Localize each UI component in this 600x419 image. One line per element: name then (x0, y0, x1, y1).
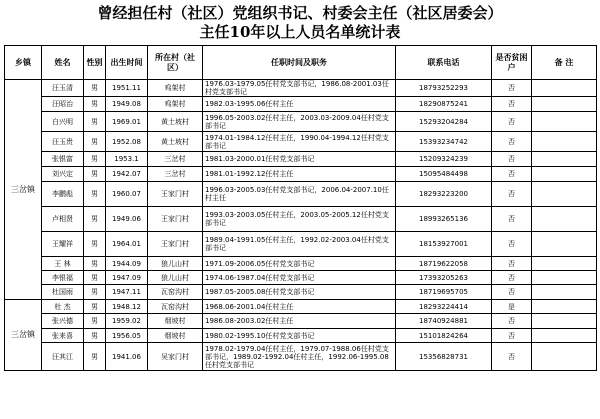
header-name: 姓名 (42, 46, 84, 80)
cell-duty: 1981.01-1992.12任村主任 (203, 167, 396, 182)
header-village: 所在村（社区） (148, 46, 203, 80)
cell-gender: 男 (84, 300, 106, 314)
header-birth: 出生时间 (106, 46, 148, 80)
cell-village: 黄土坡村 (148, 112, 203, 132)
cell-phone: 18290875241 (396, 97, 492, 112)
cell-note (532, 300, 597, 314)
cell-duty: 1986.08-2003.02任村主任 (203, 314, 396, 329)
cell-duty: 1982.03-1995.06任村主任 (203, 97, 396, 112)
cell-gender: 男 (84, 207, 106, 232)
cell-phone: 17393205263 (396, 271, 492, 285)
table-row (5, 300, 597, 314)
table-row (5, 112, 597, 132)
cell-birth-date: 1944.09 (106, 257, 148, 271)
header-poor: 是否贫困户 (492, 46, 532, 80)
cell-gender: 男 (84, 257, 106, 271)
cell-gender: 男 (84, 329, 106, 343)
table-row (5, 285, 597, 300)
cell-village: 鸡架村 (148, 97, 203, 112)
header-township: 乡镇 (5, 46, 42, 80)
cell-birth-date: 1947.09 (106, 271, 148, 285)
cell-poor-status: 否 (492, 314, 532, 329)
table-row (5, 207, 597, 232)
cell-duty: 1989.04-1991.05任村主任，1992.02-2003.04任村党支部书记 (203, 232, 396, 257)
cell-village: 吴家门村 (148, 343, 203, 371)
cell-village: 狼儿山村 (148, 271, 203, 285)
cell-phone: 15095484498 (396, 167, 492, 182)
personnel-table (4, 45, 597, 371)
cell-gender: 男 (84, 80, 106, 97)
cell-note (532, 152, 597, 167)
cell-village: 王家门村 (148, 182, 203, 207)
cell-gender: 男 (84, 132, 106, 152)
cell-note (532, 314, 597, 329)
cell-note (532, 271, 597, 285)
cell-phone: 18993265136 (396, 207, 492, 232)
header-phone: 联系电话 (396, 46, 492, 80)
cell-duty: 1993.03-2003.05任村主任，2003.05-2005.12任村党支部书记 (203, 207, 396, 232)
cell-person-name: 汪昭治 (42, 97, 84, 112)
table-row (5, 182, 597, 207)
table-row (5, 271, 597, 285)
cell-birth-date: 1960.07 (106, 182, 148, 207)
table-row (5, 80, 597, 97)
cell-birth-date: 1941.06 (106, 343, 148, 371)
cell-gender: 男 (84, 112, 106, 132)
cell-birth-date: 1947.11 (106, 285, 148, 300)
cell-poor-status: 否 (492, 329, 532, 343)
cell-village: 瓦窑沟村 (148, 285, 203, 300)
cell-phone: 18719622058 (396, 257, 492, 271)
cell-note (532, 343, 597, 371)
cell-person-name: 王耀祥 (42, 232, 84, 257)
cell-village: 烟坡村 (148, 314, 203, 329)
cell-note (532, 97, 597, 112)
cell-note (532, 257, 597, 271)
cell-gender: 男 (84, 271, 106, 285)
cell-poor-status: 否 (492, 132, 532, 152)
cell-person-name: 卢相贤 (42, 207, 84, 232)
cell-gender: 男 (84, 152, 106, 167)
cell-person-name: 刘兴定 (42, 167, 84, 182)
cell-phone: 18293223200 (396, 182, 492, 207)
cell-poor-status: 否 (492, 152, 532, 167)
cell-note (532, 132, 597, 152)
cell-phone: 18293224414 (396, 300, 492, 314)
cell-poor-status: 否 (492, 80, 532, 97)
cell-duty: 1976.03-1979.05任村党支部书记，1986.08-2001.03任村党支部书记 (203, 80, 396, 97)
cell-person-name: 汪玉贵 (42, 132, 84, 152)
cell-person-name: 汪其江 (42, 343, 84, 371)
table-row (5, 167, 597, 182)
cell-gender: 男 (84, 314, 106, 329)
cell-phone: 18719695705 (396, 285, 492, 300)
header-note: 备 注 (532, 46, 597, 80)
cell-phone: 15209324239 (396, 152, 492, 167)
cell-poor-status: 否 (492, 232, 532, 257)
cell-phone: 15393234742 (396, 132, 492, 152)
cell-birth-date: 1956.05 (106, 329, 148, 343)
cell-birth-date: 1959.02 (106, 314, 148, 329)
cell-village: 黄土坡村 (148, 132, 203, 152)
cell-phone: 18740924881 (396, 314, 492, 329)
cell-person-name: 白兴明 (42, 112, 84, 132)
cell-birth-date: 1952.08 (106, 132, 148, 152)
cell-duty: 1981.03-2000.01任村党支部书记 (203, 152, 396, 167)
cell-note (532, 329, 597, 343)
cell-phone: 15293204284 (396, 112, 492, 132)
table-row (5, 232, 597, 257)
header-row (5, 46, 597, 80)
document-title-line2: 主任10年以上人员名单统计表 (199, 23, 401, 41)
cell-phone: 18793252293 (396, 80, 492, 97)
cell-duty: 1978.02-1979.04任村主任，1979.07-1988.06任村党支部书记，1989.02-1992.04任村主任，1992.06-1995.08任村党支部书记 (203, 343, 396, 371)
cell-note (532, 167, 597, 182)
cell-birth-date: 1949.08 (106, 97, 148, 112)
cell-person-name: 张来喜 (42, 329, 84, 343)
header-gender: 性别 (84, 46, 106, 80)
cell-township: 三岔镇 (5, 80, 42, 300)
cell-village: 三岔村 (148, 167, 203, 182)
cell-gender: 男 (84, 182, 106, 207)
cell-duty: 1974.06-1987.04任村党支部书记 (203, 271, 396, 285)
cell-birth-date: 1942.07 (106, 167, 148, 182)
document-title-line1: 曾经担任村（社区）党组织书记、村委会主任（社区居委会） (97, 4, 503, 22)
cell-duty: 1974.01-1984.12任村主任，1990.04-1994.12任村党支部书记 (203, 132, 396, 152)
cell-poor-status: 否 (492, 343, 532, 371)
cell-poor-status: 否 (492, 285, 532, 300)
header-duty: 任职时间及职务 (203, 46, 396, 80)
cell-poor-status: 否 (492, 97, 532, 112)
cell-poor-status: 否 (492, 112, 532, 132)
cell-poor-status: 否 (492, 257, 532, 271)
table-row (5, 343, 597, 371)
table-row (5, 257, 597, 271)
cell-phone: 15101824264 (396, 329, 492, 343)
cell-birth-date: 1948.12 (106, 300, 148, 314)
table-row (5, 152, 597, 167)
table-row (5, 314, 597, 329)
cell-poor-status: 否 (492, 182, 532, 207)
cell-duty: 1971.09-2006.05任村党支部书记 (203, 257, 396, 271)
cell-duty: 1987.05-2005.08任村党支部书记 (203, 285, 396, 300)
cell-note (532, 232, 597, 257)
cell-gender: 男 (84, 285, 106, 300)
cell-village: 鸡架村 (148, 80, 203, 97)
cell-village: 三岔村 (148, 152, 203, 167)
table-row (5, 132, 597, 152)
cell-birth-date: 1951.11 (106, 80, 148, 97)
cell-note (532, 112, 597, 132)
cell-person-name: 汪玉清 (42, 80, 84, 97)
cell-poor-status: 否 (492, 207, 532, 232)
cell-village: 烟坡村 (148, 329, 203, 343)
cell-person-name: 王 林 (42, 257, 84, 271)
cell-birth-date: 1949.06 (106, 207, 148, 232)
cell-person-name: 杜国雨 (42, 285, 84, 300)
cell-gender: 男 (84, 343, 106, 371)
cell-duty: 1980.02-1995.10任村党支部书记 (203, 329, 396, 343)
cell-duty: 1996.03-2005.03任村党支部书记，2006.04-2007.10任村主任 (203, 182, 396, 207)
cell-poor-status: 否 (492, 271, 532, 285)
cell-person-name: 张银富 (42, 152, 84, 167)
cell-note (532, 182, 597, 207)
cell-phone: 15356828731 (396, 343, 492, 371)
cell-note (532, 285, 597, 300)
cell-gender: 男 (84, 167, 106, 182)
cell-village: 瓦窑沟村 (148, 300, 203, 314)
cell-village: 狼儿山村 (148, 257, 203, 271)
cell-poor-status: 否 (492, 167, 532, 182)
table-row (5, 97, 597, 112)
cell-birth-date: 1969.01 (106, 112, 148, 132)
cell-village: 王家门村 (148, 207, 203, 232)
cell-note (532, 80, 597, 97)
cell-person-name: 李鹏彪 (42, 182, 84, 207)
cell-duty: 1996.05-2003.02任村主任，2003.03-2009.04任村党支部书记 (203, 112, 396, 132)
cell-note (532, 207, 597, 232)
cell-phone: 18153927001 (396, 232, 492, 257)
cell-birth-date: 1953.1 (106, 152, 148, 167)
cell-village: 王家门村 (148, 232, 203, 257)
cell-gender: 男 (84, 232, 106, 257)
cell-poor-status: 是 (492, 300, 532, 314)
cell-birth-date: 1964.01 (106, 232, 148, 257)
table-row (5, 329, 597, 343)
cell-gender: 男 (84, 97, 106, 112)
cell-person-name: 张兴德 (42, 314, 84, 329)
cell-township: 三岔镇 (5, 300, 42, 371)
cell-duty: 1968.06-2001.04任村主任 (203, 300, 396, 314)
cell-person-name: 杜 杰 (42, 300, 84, 314)
cell-person-name: 李银福 (42, 271, 84, 285)
